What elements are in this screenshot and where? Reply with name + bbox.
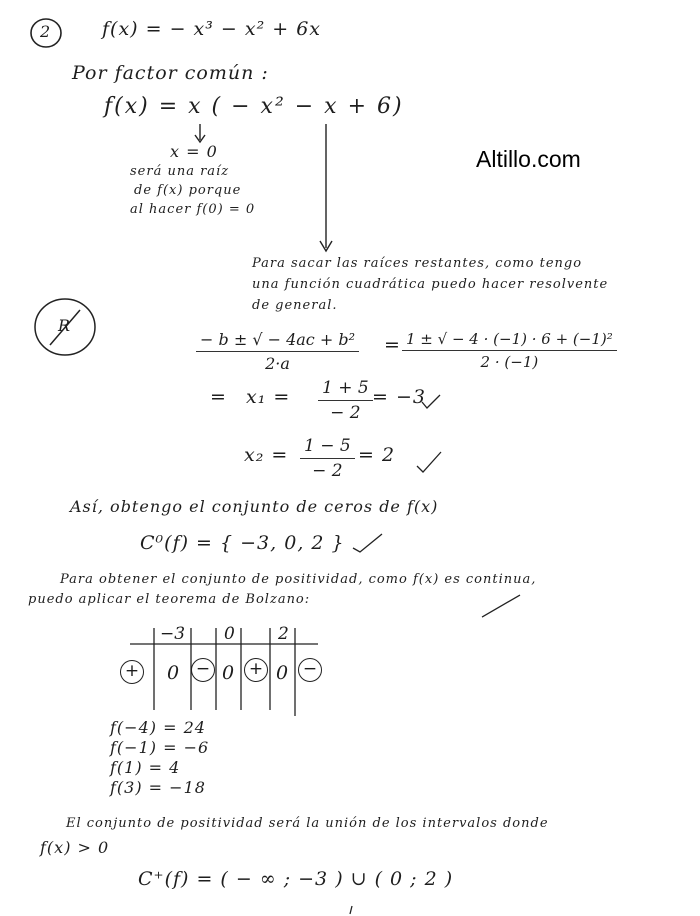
sign-plus-interval-1: + [120,660,144,684]
evaluation-f-3: f(3) = −18 [110,778,206,797]
factored-expression: f(x) = x ( − x² − x + 6) [104,94,404,119]
conclusion-text-2: f(x) > 0 [40,838,110,857]
table-header-0: 0 [224,624,235,644]
x1-equals: = [210,386,227,408]
zeros-set: C⁰(f) = { −3, 0, 2 } [140,532,345,554]
root-note-2: de f(x) porque [134,183,242,198]
root-note-1: será una raíz [130,164,230,179]
formula-general-numerator: − b ± √ − 4ac + b² [196,330,359,352]
x2-numerator: 1 − 5 [300,436,355,459]
sign-plus-interval-3: + [244,658,268,682]
evaluation-f-1: f(1) = 4 [110,758,181,777]
conclusion-text-1: El conjunto de positividad será la unión de los intervalos donde [66,816,549,831]
formula-general-denominator: 2·a [265,354,290,373]
evaluation-f-minus-4: f(−4) = 24 [110,718,206,737]
sign-minus-interval-2: − [191,658,215,682]
bolzano-text-1: Para obtener el conjunto de positividad, como f(x) es continua, [60,572,537,587]
x1-label: x₁ = [246,386,291,408]
watermark: Altillo.com [476,146,581,172]
x1-numerator: 1 + 5 [318,378,373,401]
root-x: x = 0 [170,142,218,161]
x2-fraction [300,436,355,481]
factor-heading: Por factor común : [72,62,269,84]
quadratic-note-1: Para sacar las raíces restantes, como tengo [252,256,583,271]
x1-fraction [318,378,373,423]
zero-at-2: 0 [276,662,289,684]
formula-equals: = [384,334,401,356]
function-definition: f(x) = − x³ − x² + 6x [102,18,321,40]
quadratic-note-3: de general. [252,298,338,313]
zero-at-minus-3: 0 [167,662,180,684]
formula-substituted-numerator: 1 ± √ − 4 · (−1) · 6 + (−1)² [402,330,617,351]
evaluation-f-minus-1: f(−1) = −6 [110,738,210,757]
exercise-number: 2 [40,22,52,41]
x2-denominator: − 2 [312,461,343,481]
root-note-3: al hacer f(0) = 0 [130,202,256,217]
bolzano-text-2: puedo aplicar el teorema de Bolzano: [28,592,311,607]
grade-stamp: R [58,316,72,335]
positivity-set: C⁺(f) = ( − ∞ ; −3 ) ∪ ( 0 ; 2 ) [138,868,454,890]
x2-result: = 2 [358,444,396,466]
table-header-2: 2 [278,624,289,644]
sign-minus-interval-4: − [298,658,322,682]
formula-general [196,330,359,373]
x1-denominator: − 2 [330,403,361,423]
formula-substituted-denominator: 2 · (−1) [480,353,539,371]
zeros-text: Así, obtengo el conjunto de ceros de f(x) [70,497,439,516]
zero-at-0: 0 [222,662,235,684]
quadratic-note-2: una función cuadrática puedo hacer resolvente [252,277,609,292]
x2-label: x₂ = [244,444,289,466]
table-header-minus-3: −3 [160,624,186,644]
x1-result: = −3 [372,386,426,408]
formula-substituted [402,330,617,371]
